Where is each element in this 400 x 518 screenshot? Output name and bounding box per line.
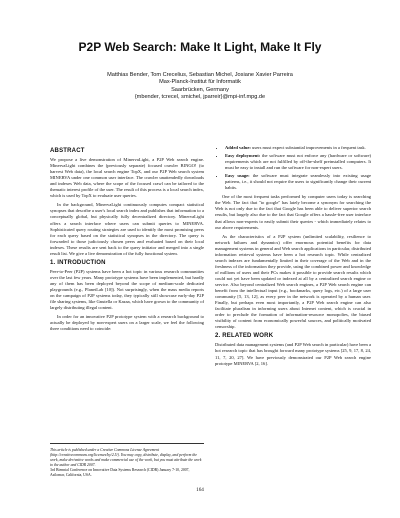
page-number: 164 [196,487,204,493]
condition-item: • Easy deployment: the software must not enforce any (hardware or software) requirements which are not fulfilled by off-the-shelf preinstalled computers. It must be easy to install and run the software for non-expert users. [225,153,371,171]
right-column [215,145,371,370]
abstract-heading: ABSTRACT [50,148,85,154]
paper-title: P2P Web Search: Make It Light, Make It Fly [78,40,322,54]
copyright-notice [50,443,204,478]
author-location: Saarbrücken, Germany [171,86,229,93]
conditions-list [215,145,371,191]
copyright-text: This article is published under a Creative Commons License Agreement (http://creativecommons.org/licenses/by/2.5/). You may copy, distribute, display, and perform the work, make derivative works and make commercial use of the work, but you must attribute the work to the author and CIDR 2007. [50,448,202,467]
author-emails: {mbender, tcrecel, smichel, jparreir}@mpi-inf.mpg.de [134,93,266,100]
condition-item: • Added value: users must expect substantial improvements in a frequent task. [225,145,371,151]
conference-info: 3rd Biennial Conference on Innovative Data Systems Research (CIDR) January 7-10, 2007, Asilomar, California, USA. [50,468,190,477]
introduction-heading: 1. INTRODUCTION [50,259,106,266]
author-block [0,72,400,101]
body-paragraph-2: As the characteristics of a P2P system (unlimited scalability, resilience to network failures and dynamics) offer enormous potential benefits for data management systems in general and Web search applications in particular, distributed information retrieval systems have been a hot research topic. While centralized search indexes are fundamentally limited in their coverage of the Web and in the freshness of the information they provide, using the combined power and knowledge of millions of users and their PCs makes it possible to provide search results which could not yet have been updated or indexed at all by a centralized search engine or service. Also beyond centralized Web search engines, a P2P Web search engine can benefit from the intellectual input (e.g., bookmarks, query logs, etc.) of a large user community [5, 13, 12], as every peer in the network is operated by a human user. Finally, but perhaps even most importantly, a P2P Web search engine can also facilitate pluralism in informing users about Internet content, which is crucial in order to preclude the formation of information-resource monopolies, the biased visibility of content from economically powerful sources, and politically motivated censorship. [215,233,371,330]
condition-item: • Easy usage: the software must integrate seamlessly into existing usage patterns, i.e., it should not require the users to significantly change their current habits. [225,173,371,191]
abstract-paragraph-2: In the background, MinervaLight continuously computes compact statistical synopses that describe a user's local search index and publishes that information to a conceptually global, but physically fully decentralized directory. MinervaLight offers a search interface where users can submit queries to MINERVA. Sophisticated query routing strategies are used to identify the most promising peers for each query based on the statistical synopses in the directory. The query is forwarded to those judiciously chosen peers and evaluated based on their local indexes. These results are sent back to the query initiator and merged into a single result list. We give a live demonstration of the fully functional system. [50,202,204,256]
abstract-paragraph-1: We propose a live demonstration of MinervaLight, a P2P Web search engine. MinervaLight combines the (previously separate) focused crawler BINGO! (to harvest Web data), the local search engine TopX, and our P2P Web search system MINERVA under one common user interface. The crawler unattendedly downloads and indexes Web data, where the scope of the focused crawl can be tailored to the thematic interest profile of the user. The result of this process is a local search index, which is used by TopX to evaluate user queries. [50,157,204,199]
intro-paragraph-2: In order for an innovative P2P prototype system with a research background to actually be deployed by non-expert users on a larger scale, we feel the following three conditions need to coincide: [50,314,204,332]
related-work-paragraph: Distributed data management systems (and P2P Web search in particular) have been a hot research topic that has brought forward many prototype systems [25, 9, 17, 8, 24, 11, 7, 20, 27]. We have previously demonstrated our P2P Web search engine prototype MINERVA [2, 16]. [215,342,371,366]
left-column [50,148,204,335]
author-names: Matthias Bender, Tom Crecelius, Sebastian Michel, Josiane Xavier Parreira [107,72,293,78]
related-work-heading: 2. RELATED WORK [215,333,274,340]
intro-paragraph-1: Peer-to-Peer (P2P) systems have been a hot topic in various research communities over the last few years. Many prototype systems have been implemented, but hardly any of them has been deployed beyond the scope of medium-scale dedicated playgrounds (e.g., PlanetLab [10]). Not surprisingly, when the mass media reports on the campaign of P2P systems today, they typically still showcase early-day P2P file sharing systems, like Gnutella or Kazaa, which have grown to the community of largely distributing illegal content. [50,268,204,311]
body-paragraph-1: One of the most frequent tasks performed by computer users today is searching the Web. The fact that "to google" has lately become a synonym for searching the Web is not only due to the fact that Google has been able to deliver superior search results, but largely also due to the fact that Google offers a hassle-free user interface that allows non-experts to easily submit their queries - which immediately relates to our above requirements. [215,194,371,230]
author-affiliation: Max-Planck-Institut für Informatik [159,79,241,86]
